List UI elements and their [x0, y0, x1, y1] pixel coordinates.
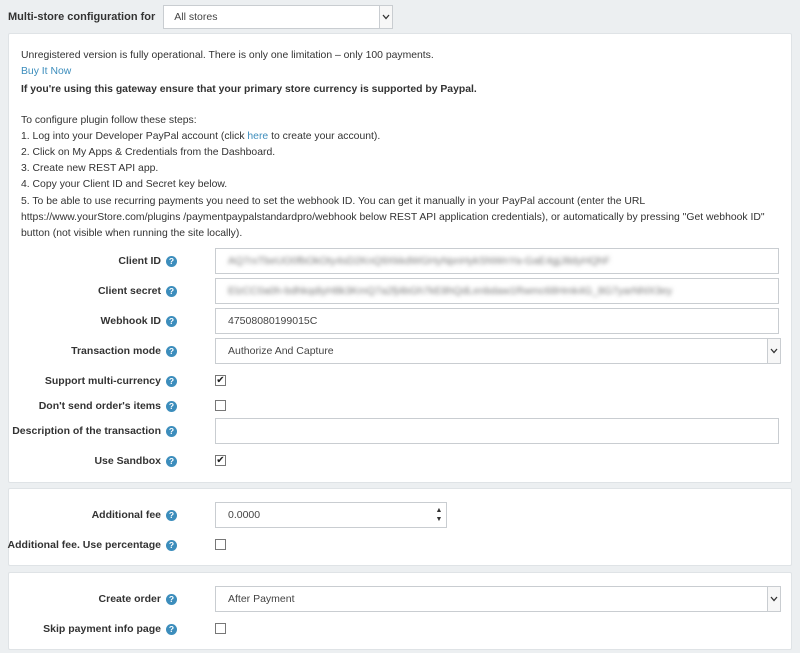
help-icon[interactable]: ? — [166, 256, 177, 267]
fee-percentage-label: Additional fee. Use percentage ? — [8, 532, 177, 558]
transaction-mode-row — [9, 338, 793, 364]
help-icon[interactable]: ? — [166, 624, 177, 635]
help-icon[interactable]: ? — [166, 346, 177, 357]
support-multi-currency-label: Support multi-currency ? — [45, 368, 177, 394]
currency-warning: If you're using this gateway ensure that your primary store currency is supported by Paypal. — [21, 84, 477, 96]
client-id-row — [9, 248, 793, 274]
steps-title: To configure plugin follow these steps: — [21, 114, 197, 126]
additional-fee-label: Additional fee ? — [92, 502, 177, 528]
help-icon[interactable]: ? — [166, 286, 177, 297]
client-id-label: Client ID ? — [118, 248, 177, 274]
store-select[interactable] — [163, 5, 393, 29]
store-select-value: All stores — [174, 11, 218, 23]
help-icon[interactable]: ? — [166, 376, 177, 387]
fee-percentage-checkbox[interactable] — [215, 539, 226, 550]
create-order-row — [9, 586, 793, 612]
additional-fee-panel — [8, 488, 792, 566]
support-multi-currency-checkbox[interactable]: ✔ — [216, 374, 225, 386]
buy-it-now-link[interactable]: Buy It Now — [21, 66, 72, 78]
help-icon[interactable]: ? — [166, 316, 177, 327]
help-icon[interactable]: ? — [166, 594, 177, 605]
multistore-label: Multi-store configuration for — [8, 11, 156, 23]
dont-send-items-checkbox[interactable] — [215, 400, 226, 411]
step-4: 4. Copy your Client ID and Secret key below. — [21, 179, 228, 191]
order-settings-panel — [8, 572, 792, 650]
fee-percentage-row — [9, 532, 793, 558]
webhook-id-label: Webhook ID ? — [101, 308, 177, 334]
license-notice: Unregistered version is fully operational. There is only one limitation – only 100 payments. — [21, 50, 434, 61]
client-secret-row — [9, 278, 793, 304]
stepper-down-icon[interactable]: ▼ — [435, 516, 443, 523]
stepper-up-icon[interactable]: ▲ — [435, 507, 443, 514]
skip-payment-info-checkbox[interactable] — [215, 623, 226, 634]
step-2: 2. Click on My Apps & Credentials from the Dashboard. — [21, 147, 276, 159]
use-sandbox-label: Use Sandbox ? — [94, 448, 177, 474]
transaction-mode-label: Transaction mode ? — [71, 338, 177, 364]
create-order-select[interactable]: After Payment — [215, 586, 781, 612]
paypal-settings-panel — [8, 33, 792, 483]
client-secret-label: Client secret ? — [98, 278, 177, 304]
step-5: 5. To be able to use recurring payments you need to set the webhook ID. You can get it manually in your PayPal account (enter the URL https://www.yourStore.com/plugins /paymentpaypalstandardpro/webhook below REST API application credentials), or automatically by pressing "Get webhook ID" button (not visible when running the site locally). — [21, 195, 765, 240]
step-3: 3. Create new REST API app. — [21, 163, 159, 175]
support-multi-currency-row — [9, 368, 793, 394]
help-icon[interactable]: ? — [166, 426, 177, 437]
dont-send-items-row — [9, 393, 793, 419]
client-id-input[interactable]: AQ7rxTbeUO0fbOkOty4sD2KnQ9XkkdWGHyNpnHykSNWnYa-GaE4gjJ8dyHQhF — [215, 248, 779, 274]
description-label: Description of the transaction ? — [12, 418, 177, 444]
fee-stepper[interactable] — [432, 503, 446, 527]
transaction-mode-select[interactable]: Authorize And Capture — [215, 338, 781, 364]
additional-fee-input[interactable]: 0.0000 ▲ ▼ — [215, 502, 447, 528]
webhook-id-input[interactable]: 47508080199015C — [215, 308, 779, 334]
description-input[interactable] — [215, 418, 779, 444]
skip-payment-info-label: Skip payment info page ? — [43, 616, 177, 642]
webhook-id-row — [9, 308, 793, 334]
plugin-info — [21, 48, 781, 242]
client-secret-input[interactable]: ElzCC0a0h-bdhkqdiyH8k3KmQ7a2fj4bGh7kE8hQdLenbdaw1Rwmc68Hmk4G_8G7yarNhlX3ey — [215, 278, 779, 304]
chevron-down-icon — [767, 339, 780, 363]
dont-send-items-label: Don't send order's items ? — [39, 393, 177, 419]
skip-payment-info-row — [9, 616, 793, 642]
chevron-down-icon — [379, 6, 392, 28]
help-icon[interactable]: ? — [166, 540, 177, 551]
create-order-label: Create order ? — [99, 586, 177, 612]
help-icon[interactable]: ? — [166, 401, 177, 412]
use-sandbox-row — [9, 448, 793, 474]
help-icon[interactable]: ? — [166, 510, 177, 521]
help-icon[interactable]: ? — [166, 456, 177, 467]
additional-fee-row — [9, 502, 793, 528]
use-sandbox-checkbox[interactable]: ✔ — [216, 454, 225, 466]
multistore-bar — [8, 5, 393, 29]
chevron-down-icon — [767, 587, 780, 611]
create-account-link[interactable]: here — [247, 130, 269, 142]
step-1: 1. Log into your Developer PayPal account (click here to create your account). — [21, 130, 381, 142]
description-row — [9, 418, 793, 444]
